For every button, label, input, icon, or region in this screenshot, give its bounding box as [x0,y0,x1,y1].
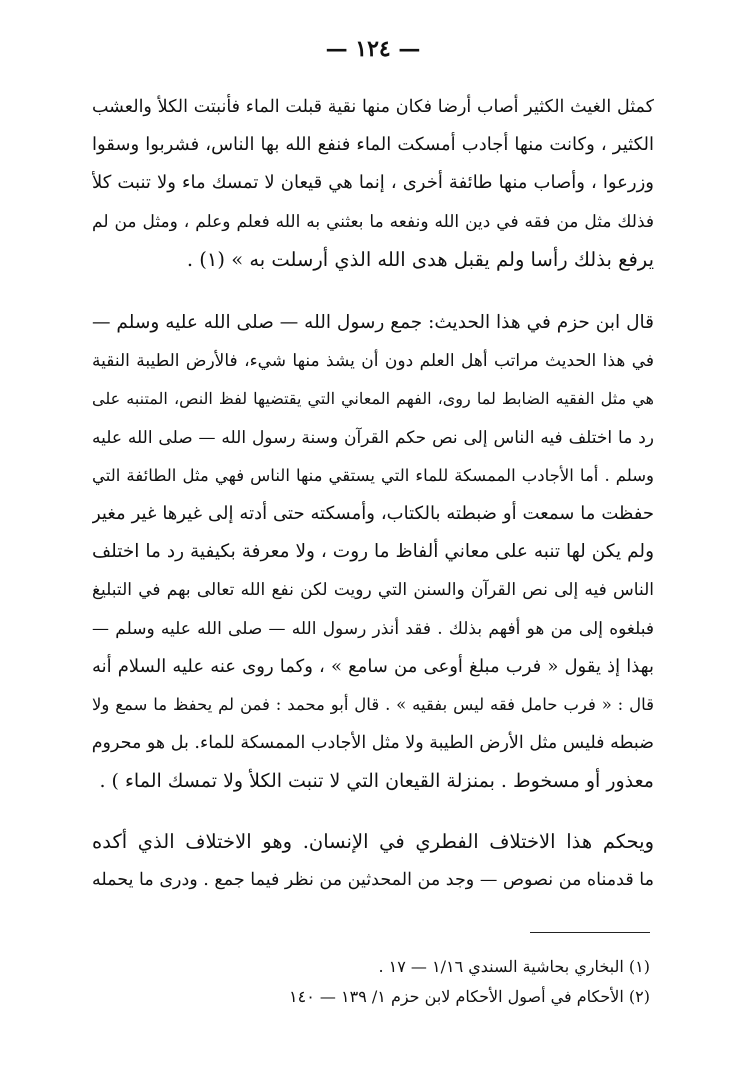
page-number: — ١٢٤ — [325,36,421,62]
paragraph-3 [92,823,654,899]
text-line: حفظت ما سمعت أو ضبطته بالكتاب، وأمسكته حتى أدته إلى غيرها غير مغير [92,503,654,525]
paragraph-1 [92,88,654,279]
text-line: فذلك مثل من فقه في دين الله ونفعه ما بعثني به الله فعلم وعلم ، ومثل من لم [92,211,654,232]
text-line: معذور أو مسخوط . بمنزلة القيعان التي لا تنبت الكلأ ولا تمسك الماء ) . [99,770,654,793]
text-line: الناس فيه إلى نص القرآن والسنن التي رويت لكن نفع الله تعالى بهم في التبليغ [92,580,654,601]
text-line: ضبطه فليس مثل الأرض الطيبة ولا مثل الأجادب الممسكة للماء. بل هو محروم [92,733,654,754]
text-line: بهذا إذ يقول « فرب مبلغ أوعى من سامع » ، وكما روى عنه عليه السلام أنه [92,655,654,677]
text-line: قال ابن حزم في هذا الحديث: جمع رسول الله — صلى الله عليه وسلم — [92,312,654,333]
text-line: وزرعوا ، وأصاب منها طائفة أخرى ، إنما هي قيعان لا تمسك ماء ولا تنبت كلأ [92,172,654,194]
footnotes [92,952,650,1012]
text-line: ولم يكن لها تنبه على معاني ألفاظ ما روت ، ولا معرفة بكيفية رد ما اختلف [92,541,654,563]
text-line: ويحكم هذا الاختلاف الفطري في الإنسان. وهو الاختلاف الذي أكده [92,830,654,853]
footnote-2: (٢) الأحكام في أصول الأحكام لابن حزم ١/ ١٣٩ — ١٤٠ [289,987,650,1006]
text-line: الكثير ، وكانت منها أجادب أمسكت الماء فنفع الله بها الناس، فشربوا وسقوا [92,134,654,156]
footnote-1: (١) البخاري بحاشية السندي ١/١٦ — ١٧ . [378,957,650,976]
text-line: يرفع بذلك رأسا ولم يقبل هدى الله الذي أرسلت به » (١) . [186,247,654,271]
text-line: قال : « فرب حامل فقه ليس بفقيه » . قال أبو محمد : فمن لم يحفظ ما سمع ولا [92,695,654,715]
text-line: وسلم . أما الأجادب الممسكة للماء التي يستقي منها الناس فهي مثل الطائفة التي [92,465,654,485]
text-line: رد ما اختلف فيه الناس إلى نص حكم القرآن وسنة رسول الله — صلى الله عليه [92,427,654,448]
text-line: ما قدمناه من نصوص — وجد من المحدثين من نظر فيما جمع . ودرى ما يحمله [92,870,654,891]
paragraph-2 [92,304,654,801]
footnote-divider [530,932,650,933]
text-line: فبلغوه إلى من هو أفهم بذلك . فقد أنذر رسول الله — صلى الله عليه وسلم — [92,618,654,639]
text-line: هي مثل الفقيه الضابط لما روى، الفهم المعاني التي يقتضيها لفظ النص، المتنبه على [92,389,654,409]
text-line: كمثل الغيث الكثير أصاب أرضا فكان منها نقية قبلت الماء فأنبتت الكلأ والعشب [92,97,654,117]
text-line: في هذا الحديث مراتب أهل العلم دون أن يشذ منها شيء، فالأرض الطيبة النقية [92,351,654,372]
